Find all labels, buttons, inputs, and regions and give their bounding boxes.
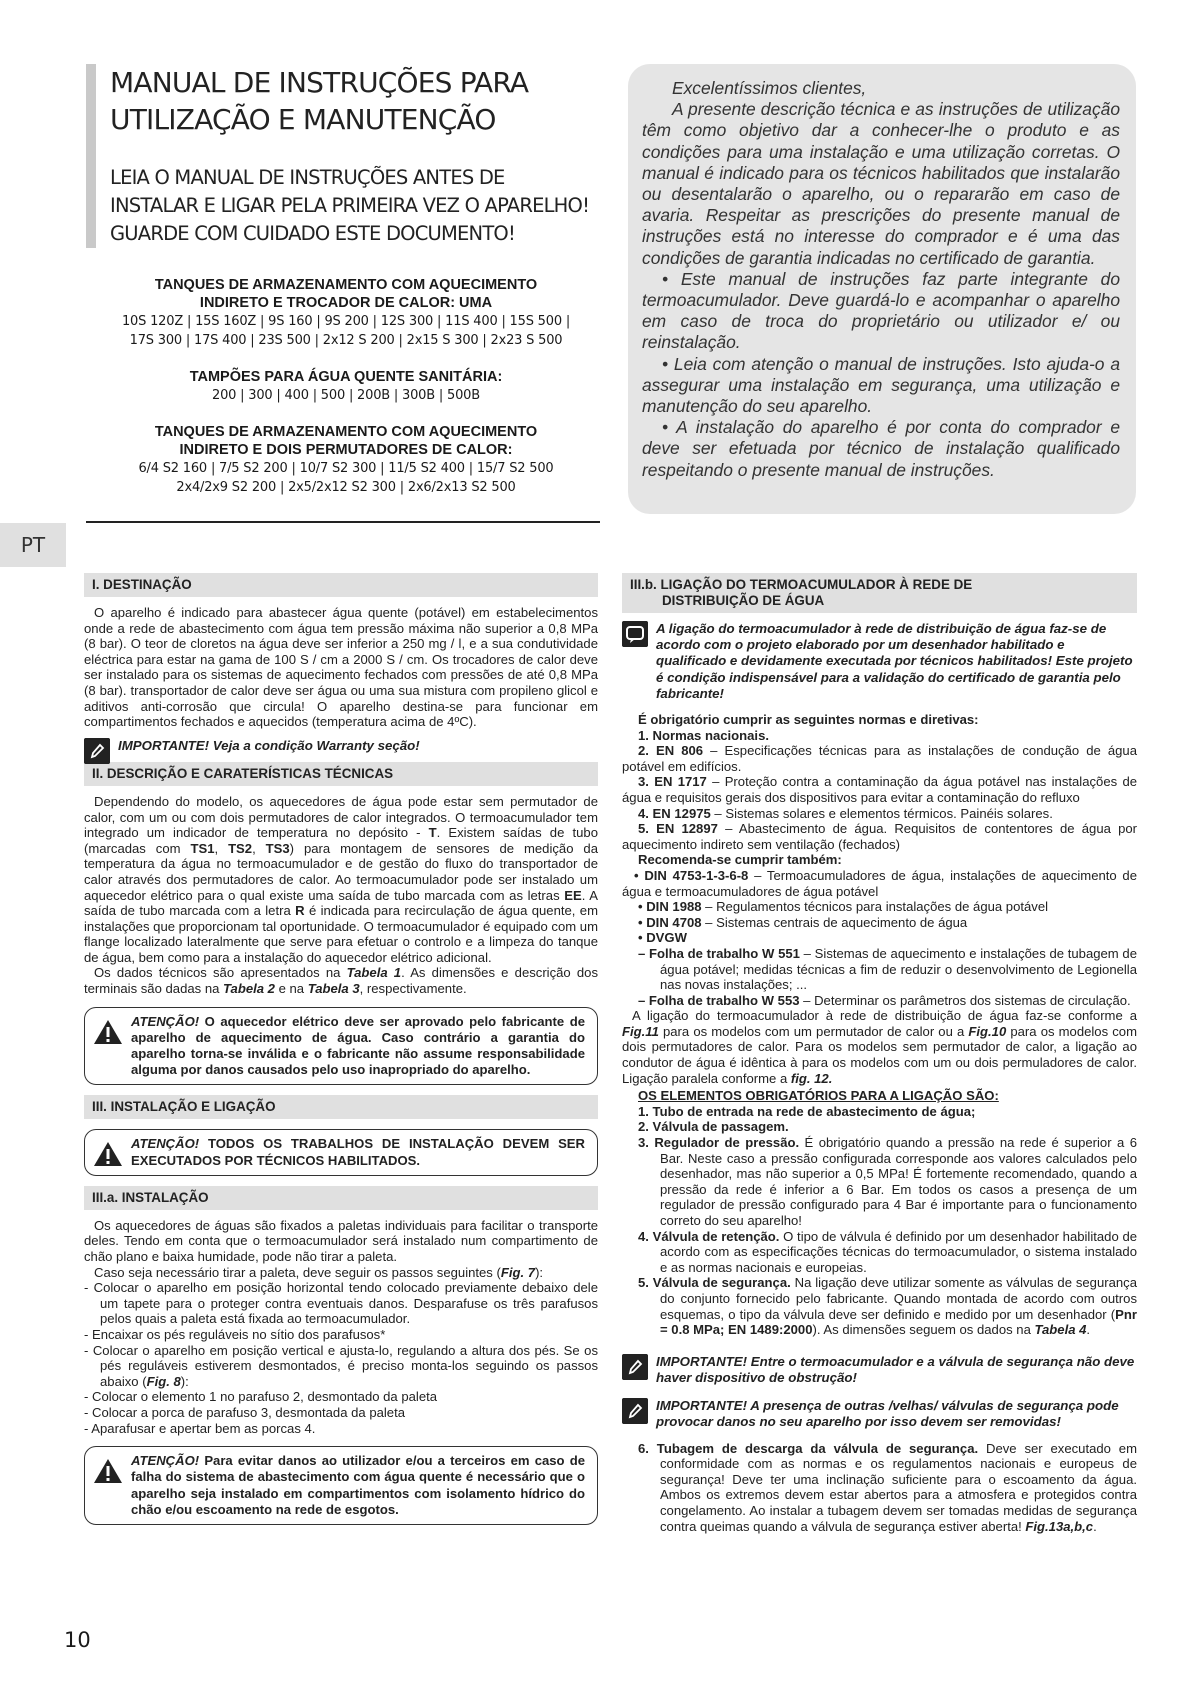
text: é indicada para recirculação de água quente, em instalações que proporcionam tal oportunidade. O termoacumulador é equipado com um flange localizado lateralmente que serve para efetuar o controlo e a limpeza do tanque de água, bem como para a instalação do aquecedor elétrico adicional. [84,903,598,965]
warning-line: GUARDE COM CUIDADO ESTE DOCUMENTO! [110,222,515,245]
section-heading: II. DESCRIÇÃO E CARATERÍSTICAS TÉCNICAS [84,762,598,786]
text: – Sistemas solares e elementos térmicos. Painéis solares. [710,805,1053,821]
text: O tipo de válvula é definido por um desenhador habilitado de acordo com as especificações técnicas do termoacumulador, o sistema instalado e as normas nacionais e europeias. [660,1228,1138,1275]
section-heading [622,573,1137,613]
paragraph [622,852,1137,868]
title-line: MANUAL DE INSTRUÇÕES PARA [110,66,529,99]
warning-icon [93,1140,123,1168]
text: Na ligação deve utilizar somente as válvulas de segurança do conjunto fornecido pelo fabricante. Quando montada de acordo com outros esquemas, o tipo da válvula deve ser definido e medido por um desenhador ( [660,1275,1137,1322]
figure-ref: Fig. 7 [500,1264,536,1280]
element-item [622,1229,1137,1276]
page-title [110,64,606,138]
table-ref: Tabela 4 [1034,1322,1087,1338]
design-note [622,621,1137,702]
title-block [86,64,606,248]
text: , [252,840,266,856]
elements-heading [622,1088,1137,1104]
norm-label: • DVGW [638,930,687,946]
text: Dependendo do modelo, os aquecedores de água pode estar sem permutador de calor, com um ou com dois permutadores de calor integrados. O termoacumulador tem integrado um indicador de temperatura no depósito - [84,793,598,841]
text: . [1086,1322,1091,1338]
norm-item [622,899,1137,915]
text: . As dimensões e descrição dos terminais são dadas na [84,965,598,997]
norm-label: 1. Normas nacionais. [638,727,769,743]
intro-bullet: • Leia com atenção o manual de instruções. Isto ajuda-o a assegurar uma instalação em segurança, uma utilização e manutenção do seu aparelho. [642,353,1120,417]
text: – Abastecimento de água. Requisitos de contentores de água por aquecimento indireto sem ventilação (fechados) [622,821,1138,852]
element-label: 4. Válvula de retenção. [638,1228,780,1244]
text: para os modelos com dois permutadores de calor. Para os modelos sem permutador de calor, a ligação ao condutor de água é idêntica à para os modelos com um ou dois permuladores de calor. Ligação paralela conforme a [622,1023,1137,1086]
product-heading: TANQUES DE ARMAZENAMENTO COM AQUECIMENTO [154,277,538,293]
text: Caso seja necessário tirar a paleta, deve seguir os passos seguintes ( [94,1264,501,1280]
term: R [295,903,305,919]
norm-item [622,728,1137,744]
norm-label: • DIN 4753-1-3-6-8 [634,867,749,883]
intro-bullet: • Este manual de instruções faz parte integrante do termoacumulador. Deve guardá-lo e acompanhar o aparelho em caso de troca do proprietário ou utilizador e/ ou reinstalação. [642,268,1120,353]
section-heading: I. DESTINAÇÃO [84,573,598,597]
warning-label: ATENÇÃO! [131,1136,200,1152]
figure-ref: Fig.10 [968,1023,1007,1039]
element-label: 2. Válvula de passagem. [638,1119,789,1135]
heading-line: DISTRIBUIÇÃO DE ÁGUA [662,593,825,608]
norm-item [622,993,1137,1009]
table-ref: Tabela 3 [307,981,360,997]
product-heading: TAMPÕES PARA ÁGUA QUENTE SANITÁRIA: [189,369,503,385]
list-item: - Colocar o elemento 1 no parafuso 2, desmontado da paleta [84,1389,438,1405]
product-models: 17S 300 | 17S 400 | 23S 500 | 2x12 S 200 | 2x15 S 300 | 2x23 S 500 [129,333,563,348]
language-tab: PT [0,523,66,567]
text: – Sistemas de aquecimento e instalações de tubagem de água potável; medidas técnicas a fim de reduzir o desenvolvimento de Legionella nas novas instalações; ... [660,945,1137,993]
norm-label: 4. EN 12975 [638,805,711,821]
left-column [84,573,598,1535]
warning-label: ATENÇÃO! [131,1453,200,1469]
element-item [622,1104,1137,1120]
paragraph [622,712,1137,728]
term: TS1 [190,840,215,856]
text: - Colocar o aparelho em posição vertical e ajusta-lo, regulando a altura dos pés. Se os pés reguláveis estiverem desmontados, é preciso monta-los seguindo os passos abaixo ( [84,1342,598,1389]
warning-icon [93,1018,123,1046]
term: T [428,825,437,841]
element-label: 5. Válvula de segurança. [638,1275,791,1291]
text: . A saída de tubo marcada com a letra [84,887,598,919]
text: para os modelos com um permutador de calor ou a [658,1023,969,1039]
product-models: 200 | 300 | 400 | 500 | 200B | 300B | 500B [212,388,480,403]
speech-bubble-icon [622,621,648,647]
list-item: - Colocar a porca de parafuso 3, desmontada da paleta [84,1405,406,1421]
text: ). As dimensões seguem os dados na [812,1322,1035,1338]
text: . [1093,1518,1097,1534]
product-group [86,423,606,497]
important-note [622,1354,1137,1386]
text: – Proteção contra a contaminação da água potável nas instalações de água e requisitos gerais dos dispositivos para evitar a contaminação do refluxo [622,774,1138,805]
heading-text: OS ELEMENTOS OBRIGATÓRIOS PARA A LIGAÇÃO SÃO: [638,1088,999,1104]
element-label: 1. Tubo de entrada na rede de abastecimento de água; [638,1103,976,1119]
norm-item [622,806,1137,822]
element-label: 6. Tubagem de descarga da válvula de segurança. [638,1440,979,1456]
figure-ref: Fig.13a,b,c [1025,1518,1094,1534]
norm-item [622,946,1137,993]
product-group [86,276,606,350]
product-heading: INDIRETO E TROCADOR DE CALOR: UMA [199,295,493,311]
paragraph [84,965,598,996]
element-item [622,1441,1137,1535]
element-item [622,1275,1137,1337]
element-item [622,1119,1137,1135]
norm-item [622,930,1137,946]
note-text: A ligação do termoacumulador à rede de distribuição de água faz-se de acordo com o projeto elaborado por um desenhador habilitado e qualificado e devidamente executada por técnicos habilitados! Este projeto é condição indispensável para a validação do certificado de garantia pelo fabricante! [656,621,1133,701]
warning-text: Para evitar danos ao utilizador e/ou a terceiros em caso de falha do sistema de abastecimento com água quente é necessário que o aparelho seja instalado em compartimentos com isolamento hídrico do chão e/ou escoamento na rede de esgotos. [131,1453,585,1517]
list-item: - Colocar o aparelho em posição horizontal tendo colocado previamente debaixo dele um tapete para o proteger contra eventuais danos. Desparafuse os três parafusos pelos quais a paleta está fixada ao termoacumulador. [84,1280,598,1327]
warning-box [84,1129,598,1175]
product-list [86,276,606,515]
important-text: IMPORTANTE! Veja a condição Warranty seção! [118,737,420,753]
important-note [84,738,598,754]
paragraph: Os aquecedores de águas são fixados a paletas individuais para facilitar o transporte deles. Tendo em conta que o termoacumulador será instalado num compartimento de chão plano e baixa humidade, pode não tirar a paleta. [84,1217,598,1265]
text: ): [535,1264,544,1280]
paragraph [622,1008,1137,1086]
important-text: IMPORTANTE! Entre o termoacumulador e a válvula de segurança não deve haver dispositivo de obstrução! [656,1353,1135,1385]
product-heading: INDIRETO E DOIS PERMUTADORES DE CALOR: [179,442,513,458]
table-ref: Tabela 1 [346,965,402,981]
warning-line: LEIA O MANUAL DE INSTRUÇÕES ANTES DE [110,166,505,189]
warning-box [84,1007,598,1086]
intro-paragraph: A presente descrição técnica e as instruções de utilização têm como objetivo dar a conhecer-lhe o produto e as condições para uma instalação e uma utilização corretas. O manual é indicado para os técnicos habilitados que instalarão ou desentalarão o aparelho, ou o repararão em caso de avaria. Respeitar as prescrições do presente manual de instruções está no interesse do comprador e é uma das condições de garantia indicadas no certificado de garantia. [642,99,1120,268]
norm-item [622,774,1137,805]
warning-box [84,1446,598,1525]
title-line: UTILIZAÇÃO E MANUTENÇÃO [110,103,496,136]
pencil-icon [84,738,110,764]
norm-label: 5. EN 12897 [638,821,718,837]
text: – Sistemas centrais de aquecimento de água [701,914,968,930]
element-item [622,1135,1137,1229]
norm-label: • DIN 1988 [638,899,702,915]
norm-item [622,821,1137,852]
text: – Determinar os parâmetros dos sistemas de circulação. [799,992,1131,1008]
intro-box [628,64,1136,514]
recommend-heading: Recomenda-se cumprir também: [638,852,842,868]
right-column [622,573,1137,1534]
warning-icon [93,1457,123,1485]
paragraph: O aparelho é indicado para abastecer água quente (potável) em estabelecimentos onde a rede de abastecimento com água tem pressão máxima não superior a 0,8 MPa (8 bar). O teor de cloretos na água deve ser inferior a 250 mg / l, e a sua condutividade eléctrica para estar na gama de 100 S / cm a 2000 S / cm. Os trocadores de calor deve ser instalado para os sistemas de aquecimento fechados com pressões de até 0,8 MPa (8 bar). transportador de calor deve ser água ou uma sua mistura com propileno glicol e aditivos anti-corrosão que circula! O aparelho destina-se para funcionar em compartimentos fechados e aquecidos (temperatura acima de 4ºC). [84,605,598,730]
norm-item [622,868,1137,899]
important-note [622,1398,1137,1430]
figure-ref: Fig. 8 [146,1373,181,1389]
text: . Existem saídas de tubo (marcadas com [84,825,598,856]
read-warning [110,164,606,248]
figure-ref: fig. 12. [790,1070,833,1086]
warning-text: TODOS OS TRABALHOS DE INSTALAÇÃO DEVEM SER EXECUTADOS POR TÉCNICOS HABILITADOS. [131,1136,585,1168]
list-item [84,1343,598,1390]
text: , [214,840,229,856]
figure-ref: Fig.11 [622,1023,659,1039]
norm-label: • DIN 4708 [638,914,702,930]
section-heading: III.a. INSTALAÇÃO [84,1186,598,1210]
product-models: 6/4 S2 160 | 7/5 S2 200 | 10/7 S2 300 | 11/5 S2 400 | 15/7 S2 500 [138,461,554,476]
paragraph [84,794,598,966]
spec-value: Pnr = 0.8 MPa; EN 1489:2000 [660,1306,1137,1338]
list-item: - Encaixar os pés reguláveis no sítio dos parafusos* [84,1327,386,1343]
pencil-icon [622,1354,648,1380]
element-label: 3. Regulador de pressão. [638,1135,800,1151]
text: – Termoacumuladores de água, instalações de aquecimento de água e termoacumuladores de água potável [622,867,1137,899]
product-models: 10S 120Z | 15S 160Z | 9S 160 | 9S 200 | 12S 300 | 11S 400 | 15S 500 | [121,314,571,329]
norm-item [622,743,1137,774]
pencil-icon [622,1398,648,1424]
text: A ligação do termoacumulador à rede de distribuição de água faz-se conforme a [632,1008,1137,1024]
list-item: - Aparafusar e apertar bem as porcas 4. [84,1420,316,1436]
text: Deve ser executado em conformidade com as normas e os regulamentos nacionais e europeus de segurança! Deve ter uma inclinação suficiente para o escoamento da água. Ambos os extremos devem estar abertos para a atmosfera e protegidos contra congelamento. Ao instalar a tubagem devem ser tomadas medidas de segurança contra queimas quando a válvula de segurança estiver aberta! [660,1440,1137,1534]
text: ) para montagem de sensores de medição da temperatura da água no termoacumulador e de gestão do fluxo do transportador de calor através dos permutadores de calor. Ao termoacumulador pode ser instalado um aquecedor elétrico para o qual existe uma saída de tubo marcada com as letras [84,840,598,903]
text: e na [274,981,308,997]
important-text: IMPORTANTE! A presença de outras /velhas/ válvulas de segurança pode provocar danos no seu aparelho por isso devem ser removidas! [656,1398,1119,1430]
product-heading: TANQUES DE ARMAZENAMENTO COM AQUECIMENTO [154,424,538,440]
text: É obrigatório quando a pressão na rede é superior a 6 Bar. Neste caso a pressão configurada corresponde aos valores calculados pelo desenhador, mas não superior a 0,5 MPa! É fortemente recomendado, quando a pressão da rede é inferior a 6 Bar. Em todos os casos a presença de um regulador de pressão configurado para 4 Bar é importante para o funcionamento correto do seu aparelho! [660,1135,1138,1229]
intro-bullet: • A instalação do aparelho é por conta do comprador e deve ser efetuada por técnico de instalação qualificado respeitando o presente manual de instruções. [642,417,1120,480]
norm-label: 3. EN 1717 [638,774,707,790]
term: TS3 [265,840,290,856]
page-number: 10 [64,1628,91,1652]
warning-text: O aquecedor elétrico deve ser aprovado pelo fabricante de aparelho de aquecimento de água. Caso contrário a garantia do aparelho torna-se inválida e o fabricante não assume responsabilidade alguma por danos causados pelo uso inapropriado do aparelho. [131,1013,585,1078]
term: EE [564,887,582,903]
divider [86,521,600,523]
table-ref: Tabela 2 [223,981,275,997]
norm-label: – Folha de trabalho W 551 [638,945,800,961]
term: TS2 [228,840,253,856]
product-models: 2x4/2x9 S2 200 | 2x5/2x12 S2 300 | 2x6/2x13 S2 500 [176,480,516,495]
norm-label: 2. EN 806 [638,743,704,759]
warning-label: ATENÇÃO! [131,1013,200,1029]
norm-label: – Folha de trabalho W 553 [638,992,800,1008]
text: Os dados técnicos são apresentados na [94,965,347,981]
warning-line: INSTALAR E LIGAR PELA PRIMEIRA VEZ O APARELHO! [110,194,590,217]
greeting: Excelentíssimos clientes, [672,78,867,98]
section-heading: III. INSTALAÇÃO E LIGAÇÃO [84,1095,598,1119]
product-group [86,368,606,405]
text: – Regulamentos técnicos para instalações de água potável [701,899,1049,915]
text: , respectivamente. [359,981,467,997]
heading-line: III.b. LIGAÇÃO DO TERMOACUMULADOR À REDE DE [630,577,973,592]
norms-heading: É obrigatório cumprir as seguintes normas e diretivas: [638,712,979,728]
text: – Especificações técnicas para as instalações de condução de água potável em edifícios. [622,743,1137,774]
norm-item [622,915,1137,931]
paragraph [84,1265,598,1281]
text: ): [180,1373,189,1389]
